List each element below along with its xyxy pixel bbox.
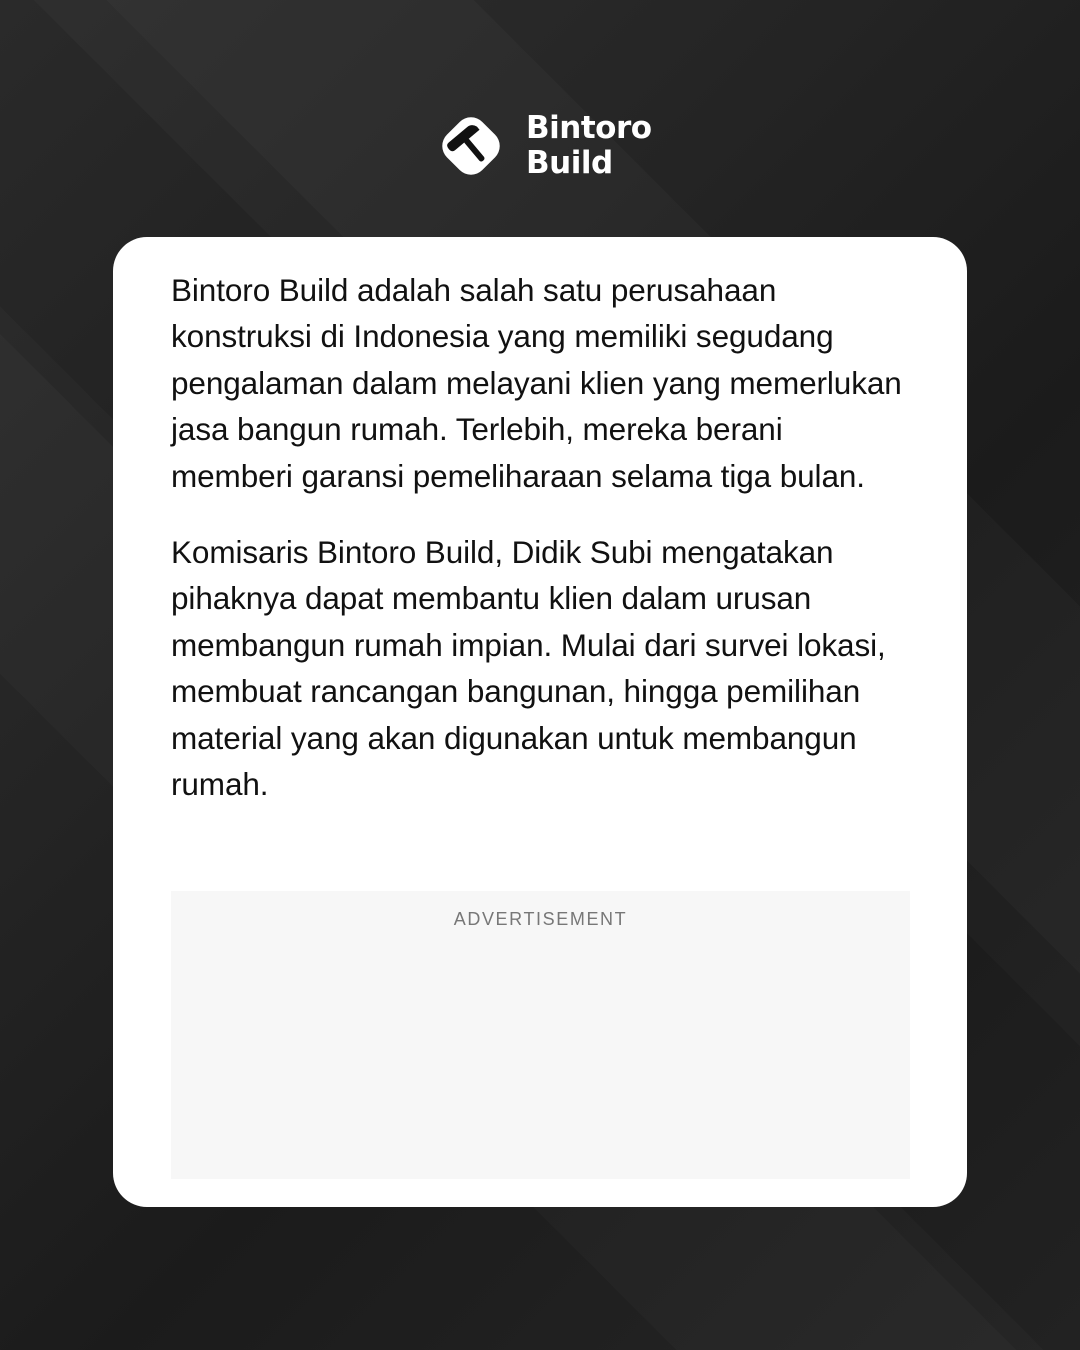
article-body <box>171 267 911 837</box>
brand-header <box>434 108 652 184</box>
brand-name <box>526 111 652 181</box>
advertisement-slot[interactable] <box>171 891 910 1179</box>
article-card <box>113 237 967 1207</box>
brand-name-line1: Bintoro <box>526 110 652 146</box>
advertisement-label: ADVERTISEMENT <box>453 909 628 929</box>
article-paragraph: Komisaris Bintoro Build, Didik Subi mengatakan pihaknya dapat membantu klien dalam urusan membangun rumah impian. Mulai dari survei lokasi, membuat rancangan bangunan, hingga pemilihan material yang akan digunakan untuk membangun rumah. <box>171 534 886 803</box>
hammer-icon <box>434 109 508 183</box>
brand-name-line2: Build <box>526 145 613 181</box>
article-paragraph: Bintoro Build adalah salah satu perusahaan konstruksi di Indonesia yang memiliki segudang pengalaman dalam melayani klien yang memerlukan jasa bangun rumah. Terlebih, mereka berani memberi garansi pemeliharaan selama tiga bulan. <box>171 272 902 494</box>
